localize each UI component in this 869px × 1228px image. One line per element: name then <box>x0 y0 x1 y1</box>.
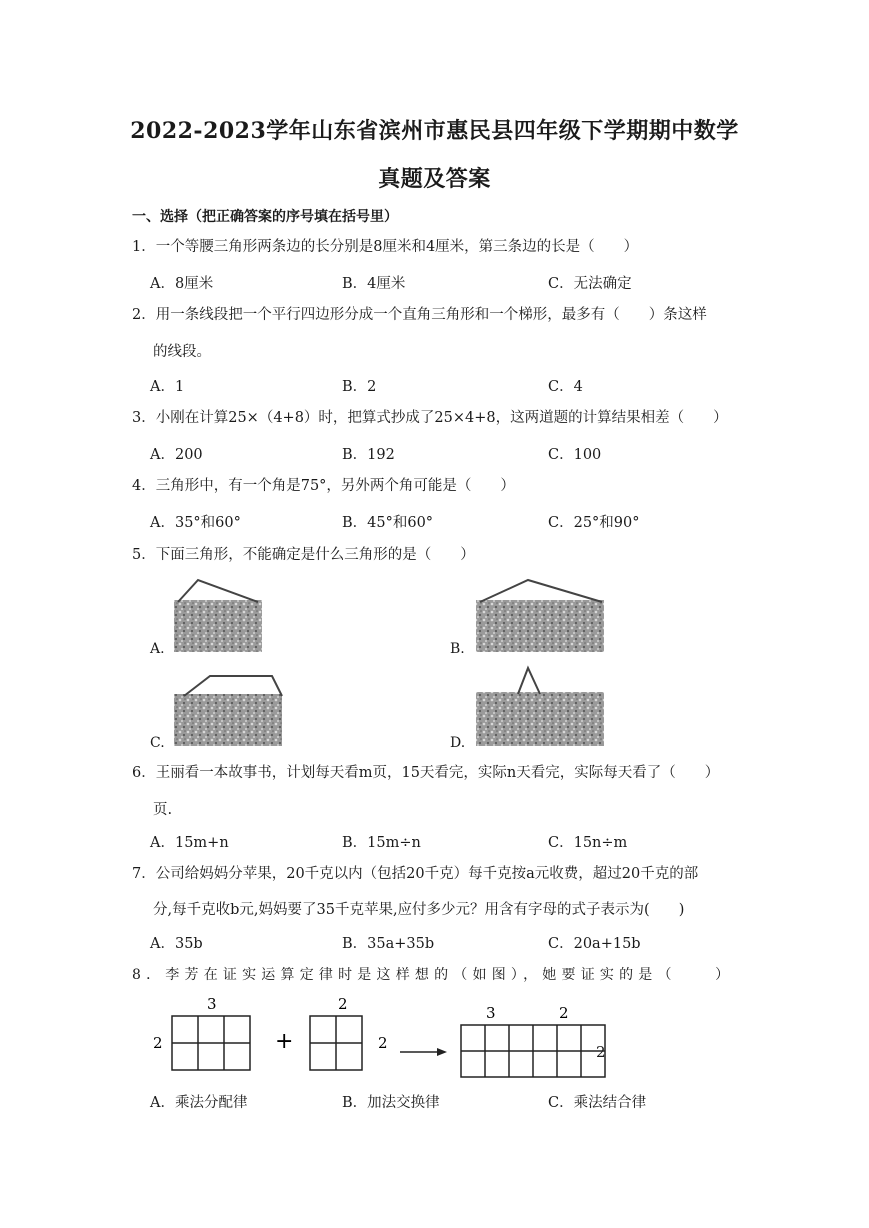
q8-label-left-side: 2 <box>153 1034 163 1052</box>
q1-option-a: A．8厘米 <box>150 276 214 292</box>
q2-option-c: C．4 <box>548 379 583 395</box>
q5-figure-c <box>174 676 282 746</box>
question-6-cont: 页. <box>153 802 173 818</box>
question-7-cont: 分,每千克收b元,妈妈要了35千克苹果,应付多少元？用含有字母的式子表示为( ) <box>153 902 685 918</box>
q8-label-mid-top: 2 <box>338 995 348 1013</box>
q6-option-c: C．15n÷m <box>548 835 628 851</box>
question-7: 7．公司给妈妈分苹果，20千克以内（包括20千克）每千克按a元收费，超过20千克的部 <box>132 866 699 882</box>
q8-option-a: A．乘法分配律 <box>150 1095 248 1111</box>
q4-option-c: C．25°和90° <box>548 515 640 531</box>
q8-grid-figure <box>145 992 615 1084</box>
document-title: 2022-2023学年山东省滨州市惠民县四年级下学期期中数学 <box>130 118 739 144</box>
q7-option-b: B．35a+35b <box>342 936 435 952</box>
q3-option-b: B．192 <box>342 447 395 463</box>
q8-option-c: C．乘法结合律 <box>548 1095 647 1111</box>
q7-option-c: C．20a+15b <box>548 936 641 952</box>
q5-label-c: C. <box>150 735 165 751</box>
q5-figure-d <box>476 668 604 746</box>
question-3: 3．小刚在计算25×（4+8）时，把算式抄成了25×4+8，这两道题的计算结果相差（ ） <box>132 410 728 426</box>
q5-figure-b <box>476 580 604 652</box>
q2-option-b: B．2 <box>342 379 377 395</box>
q8-label-right-top-2: 2 <box>559 1004 569 1022</box>
q3-option-a: A．200 <box>150 447 203 463</box>
q6-option-b: B．15m÷n <box>342 835 421 851</box>
question-1: 1．一个等腰三角形两条边的长分别是8厘米和4厘米，第三条边的长是（ ） <box>132 239 639 255</box>
q5-label-a: A. <box>150 641 165 657</box>
q5-figure-a <box>174 580 262 652</box>
q5-figures <box>170 578 610 748</box>
q5-label-b: B. <box>450 641 465 657</box>
q4-option-b: B．45°和60° <box>342 515 434 531</box>
question-4: 4．三角形中，有一个角是75°，另外两个角可能是（ ） <box>132 478 515 494</box>
question-2-cont: 的线段。 <box>153 344 211 360</box>
q8-label-left-top: 3 <box>207 995 217 1013</box>
q8-label-right-top-3: 3 <box>486 1004 496 1022</box>
question-6: 6．王丽看一本故事书，计划每天看m页，15天看完，实际n天看完，实际每天看了（ ） <box>132 765 720 781</box>
q1-option-c: C．无法确定 <box>548 276 632 292</box>
q8-label-right-side: 2 <box>596 1043 606 1061</box>
q8-option-b: B．加法交换律 <box>342 1095 440 1111</box>
document-subtitle: 真题及答案 <box>378 166 491 192</box>
q8-plus-sign: + <box>275 1029 294 1054</box>
q6-option-a: A．15m+n <box>150 835 229 851</box>
section-heading: 一、选择（把正确答案的序号填在括号里） <box>132 209 398 225</box>
q5-label-d: D. <box>450 735 466 751</box>
question-2: 2．用一条线段把一个平行四边形分成一个直角三角形和一个梯形，最多有（ ）条这样 <box>132 307 707 323</box>
q1-option-b: B．4厘米 <box>342 276 406 292</box>
q8-label-mid-side: 2 <box>378 1034 388 1052</box>
q3-option-c: C．100 <box>548 447 602 463</box>
question-8: 8．李芳在证实运算定律时是这样想的（如图），她要证实的是（ ） <box>132 967 735 983</box>
q4-option-a: A．35°和60° <box>150 515 241 531</box>
q2-option-a: A．1 <box>150 379 185 395</box>
arrow-right-icon <box>400 1048 447 1056</box>
question-5: 5．下面三角形，不能确定是什么三角形的是（ ） <box>132 547 475 563</box>
q7-option-a: A．35b <box>150 936 203 952</box>
